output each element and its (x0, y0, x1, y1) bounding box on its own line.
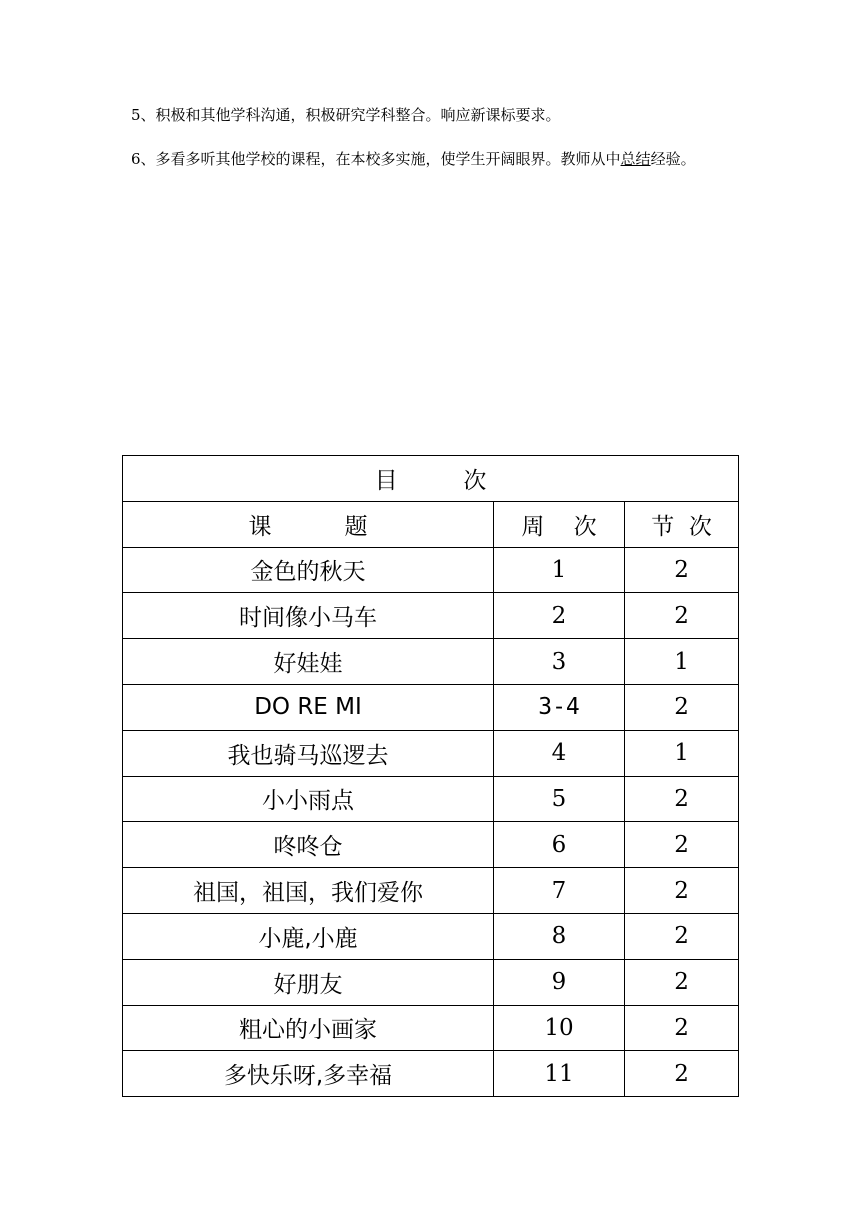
lesson-count: 1 (625, 639, 739, 685)
lesson-count: 1 (625, 730, 739, 776)
table-title: 目 次 (374, 467, 487, 494)
lesson-count: 2 (625, 547, 739, 593)
lesson-week: 3-4 (494, 684, 625, 730)
lesson-count: 2 (625, 776, 739, 822)
table-row (123, 593, 739, 639)
lesson-week: 7 (494, 868, 625, 914)
table-row (123, 776, 739, 822)
table-title-row (123, 456, 739, 502)
lesson-topic: 好朋友 (123, 959, 494, 1005)
lesson-count: 2 (625, 913, 739, 959)
paragraph-6 (131, 148, 741, 170)
lesson-week: 3 (494, 639, 625, 685)
table-row (123, 959, 739, 1005)
header-lessons: 节 次 (651, 513, 712, 540)
lesson-count: 2 (625, 593, 739, 639)
lesson-week: 6 (494, 822, 625, 868)
lesson-topic: 时间像小马车 (123, 593, 494, 639)
paragraph-6-tail: 经验。 (650, 150, 696, 168)
table-row (123, 639, 739, 685)
lesson-week: 2 (494, 593, 625, 639)
lesson-topic: 粗心的小画家 (123, 1005, 494, 1051)
table-row (123, 547, 739, 593)
lesson-week: 1 (494, 547, 625, 593)
table-row (123, 913, 739, 959)
lesson-week: 4 (494, 730, 625, 776)
lesson-count: 2 (625, 684, 739, 730)
table-row (123, 1051, 739, 1097)
table-title-cell (123, 456, 739, 502)
table-row (123, 822, 739, 868)
table-row (123, 684, 739, 730)
lesson-count: 2 (625, 1051, 739, 1097)
table-header-row (123, 501, 739, 547)
paragraph-6-underlined-term: 总结 (620, 150, 651, 168)
lesson-week: 5 (494, 776, 625, 822)
lesson-week: 9 (494, 959, 625, 1005)
paragraph-5: 5、积极和其他学科沟通，积极研究学科整合。响应新课标要求。 (131, 106, 561, 124)
lesson-topic: 我也骑马巡逻去 (123, 730, 494, 776)
lesson-topic: 小小雨点 (123, 776, 494, 822)
lesson-week: 11 (494, 1051, 625, 1097)
lesson-topic: 咚咚仓 (123, 822, 494, 868)
table-row (123, 868, 739, 914)
lesson-count: 2 (625, 959, 739, 1005)
header-lessons-cell (625, 501, 739, 547)
table-row (123, 1005, 739, 1051)
lesson-topic: 多快乐呀,多幸福 (123, 1051, 494, 1097)
paragraph-6-text: 6、多看多听其他学校的课程，在本校多实施，使学生开阔眼界。教师从中 (131, 150, 621, 168)
lesson-topic: 金色的秋天 (123, 547, 494, 593)
lesson-count: 2 (625, 822, 739, 868)
contents-table (122, 455, 739, 1097)
lesson-topic: 祖国，祖国，我们爱你 (123, 868, 494, 914)
header-week: 周 次 (521, 513, 597, 540)
lesson-week: 8 (494, 913, 625, 959)
lesson-count: 2 (625, 1005, 739, 1051)
lesson-topic: 小鹿,小鹿 (123, 913, 494, 959)
header-topic: 课 题 (248, 513, 368, 540)
header-week-cell (494, 501, 625, 547)
header-topic-cell (123, 501, 494, 547)
lesson-topic: DO RE MI (123, 684, 494, 730)
table-row (123, 730, 739, 776)
lesson-week: 10 (494, 1005, 625, 1051)
lesson-topic: 好娃娃 (123, 639, 494, 685)
lesson-count: 2 (625, 868, 739, 914)
